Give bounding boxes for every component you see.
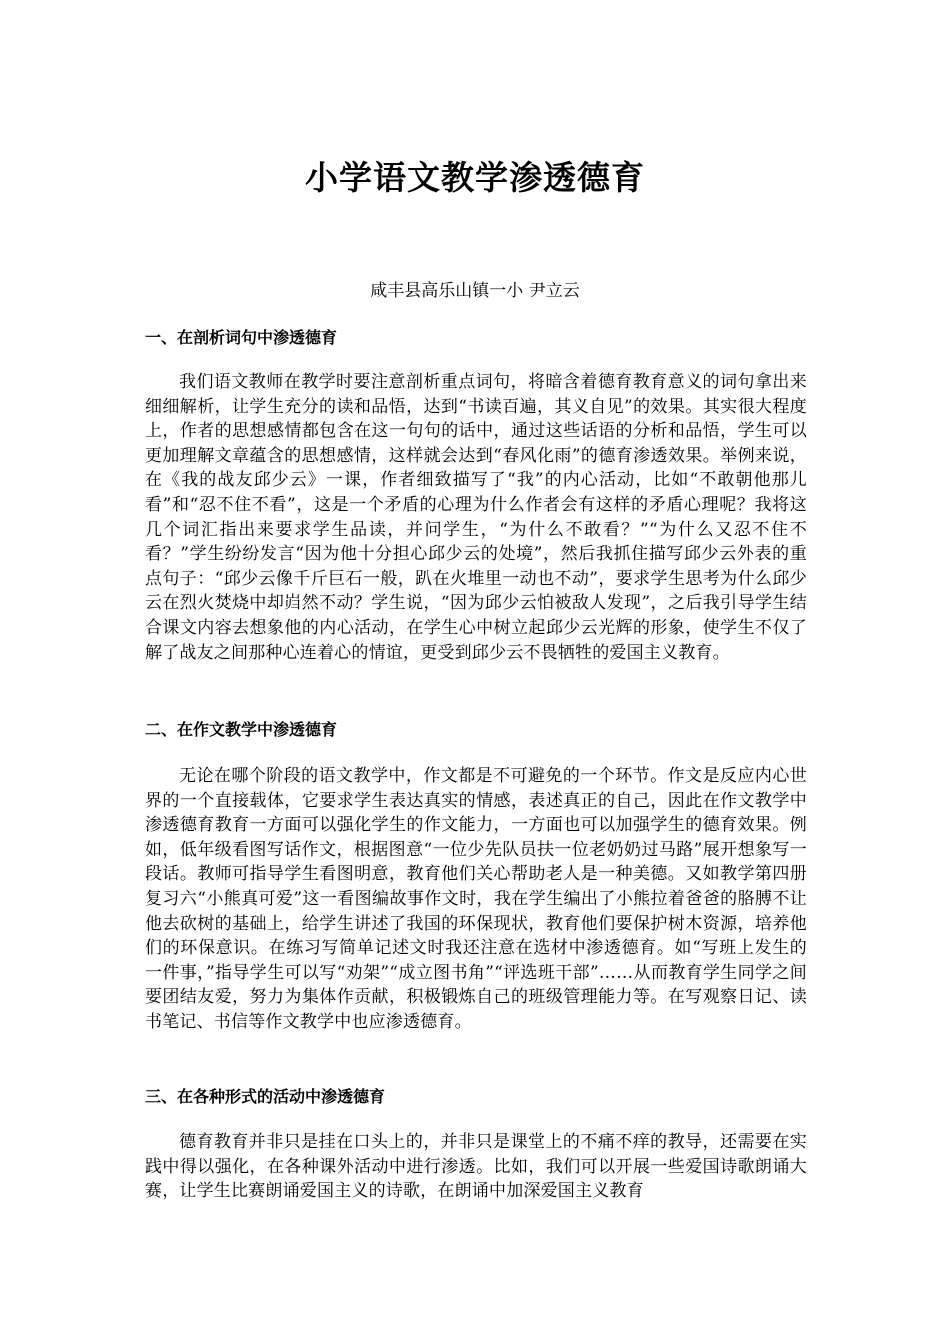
section-paragraph-1: 我们语文教师在教学时要注意剖析重点词句，将暗含着德育教育意义的词句拿出来细细解析，让学生充分的读和品悟，达到“书读百遍，其义自见”的效果。其实很大程度上，作者的思想感情都包含在这一句句的话中，通过这些话语的分析和品悟，学生可以更加理解文章蕴含的思想感情，这样就会达到“春风化雨”的德育渗透效果。举例来说，在《我的战友邱少云》一课，作者细致描写了“我”的内心活动，比如“不敢朝他那儿看”和“忍不住不看”，这是一个矛盾的心理为什么作者会有这样的矛盾心理呢？我将这几个词汇指出来要求学生品读，并问学生，“为什么不敢看？”“为什么又忍不住不看？”学生纷纷发言“因为他十分担心邱少云的处境”，然后我抓住描写邱少云外表的重点句子：“邱少云像千斤巨石一般，趴在火堆里一动也不动”，要求学生思考为什么邱少云在烈火焚烧中却岿然不动？学生说，“因为邱少云怕被敌人发现”，之后我引导学生结合课文内容去想象他的内心活动，在学生心中树立起邱少云光辉的形象，使学生不仅了解了战友之间那种心连着心的情谊，更受到邱少云不畏牺牲的爱国主义教育。 (145, 372, 807, 663)
document-title: 小学语文教学渗透德育 (305, 158, 645, 197)
document-author: 咸丰县高乐山镇一小 尹立云 (370, 281, 580, 301)
section-heading-3: 三、在各种形式的活动中渗透德育 (145, 1087, 386, 1106)
section-paragraph-3: 德育教育并非只是挂在口头上的，并非只是课堂上的不痛不痒的教导，还需要在实践中得以强化，在各种课外活动中进行渗透。比如，我们可以开展一些爱国诗歌朗诵大赛，让学生比赛朗诵爱国主义的诗歌，在朗诵中加深爱国主义教育 (145, 1132, 807, 1202)
section-paragraph-2: 无论在哪个阶段的语文教学中，作文都是不可避免的一个环节。作文是反应内心世界的一个直接载体，它要求学生表达真实的情感，表述真正的自己，因此在作文教学中渗透德育教育一方面可以强化学生的作文能力，一方面也可以加强学生的德育效果。例如，低年级看图写话作文，根据图意“一位少先队员扶一位老奶奶过马路”展开想象写一段话。教师可指导学生看图明意，教育他们关心帮助老人是一种美德。又如教学第四册复习六“小熊真可爱”这一看图编故事作文时，我在学生编出了小熊拉着爸爸的胳膊不让他去砍树的基础上，给学生讲述了我国的环保现状，教育他们要保护树木资源，培养他们的环保意识。在练习写简单记述文时我还注意在选材中渗透德育。如“写班上发生的一件事，”指导学生可以写“劝架”“成立图书角”“评选班干部”……从而教育学生同学之间要团结友爱，努力为集体作贡献，积极锻炼自己的班级管理能力等。在写观察日记、读书笔记、书信等作文教学中也应渗透德育。 (145, 766, 807, 1032)
section-heading-2: 二、在作文教学中渗透德育 (145, 720, 338, 739)
section-heading-1: 一、在剖析词句中渗透德育 (145, 328, 338, 347)
